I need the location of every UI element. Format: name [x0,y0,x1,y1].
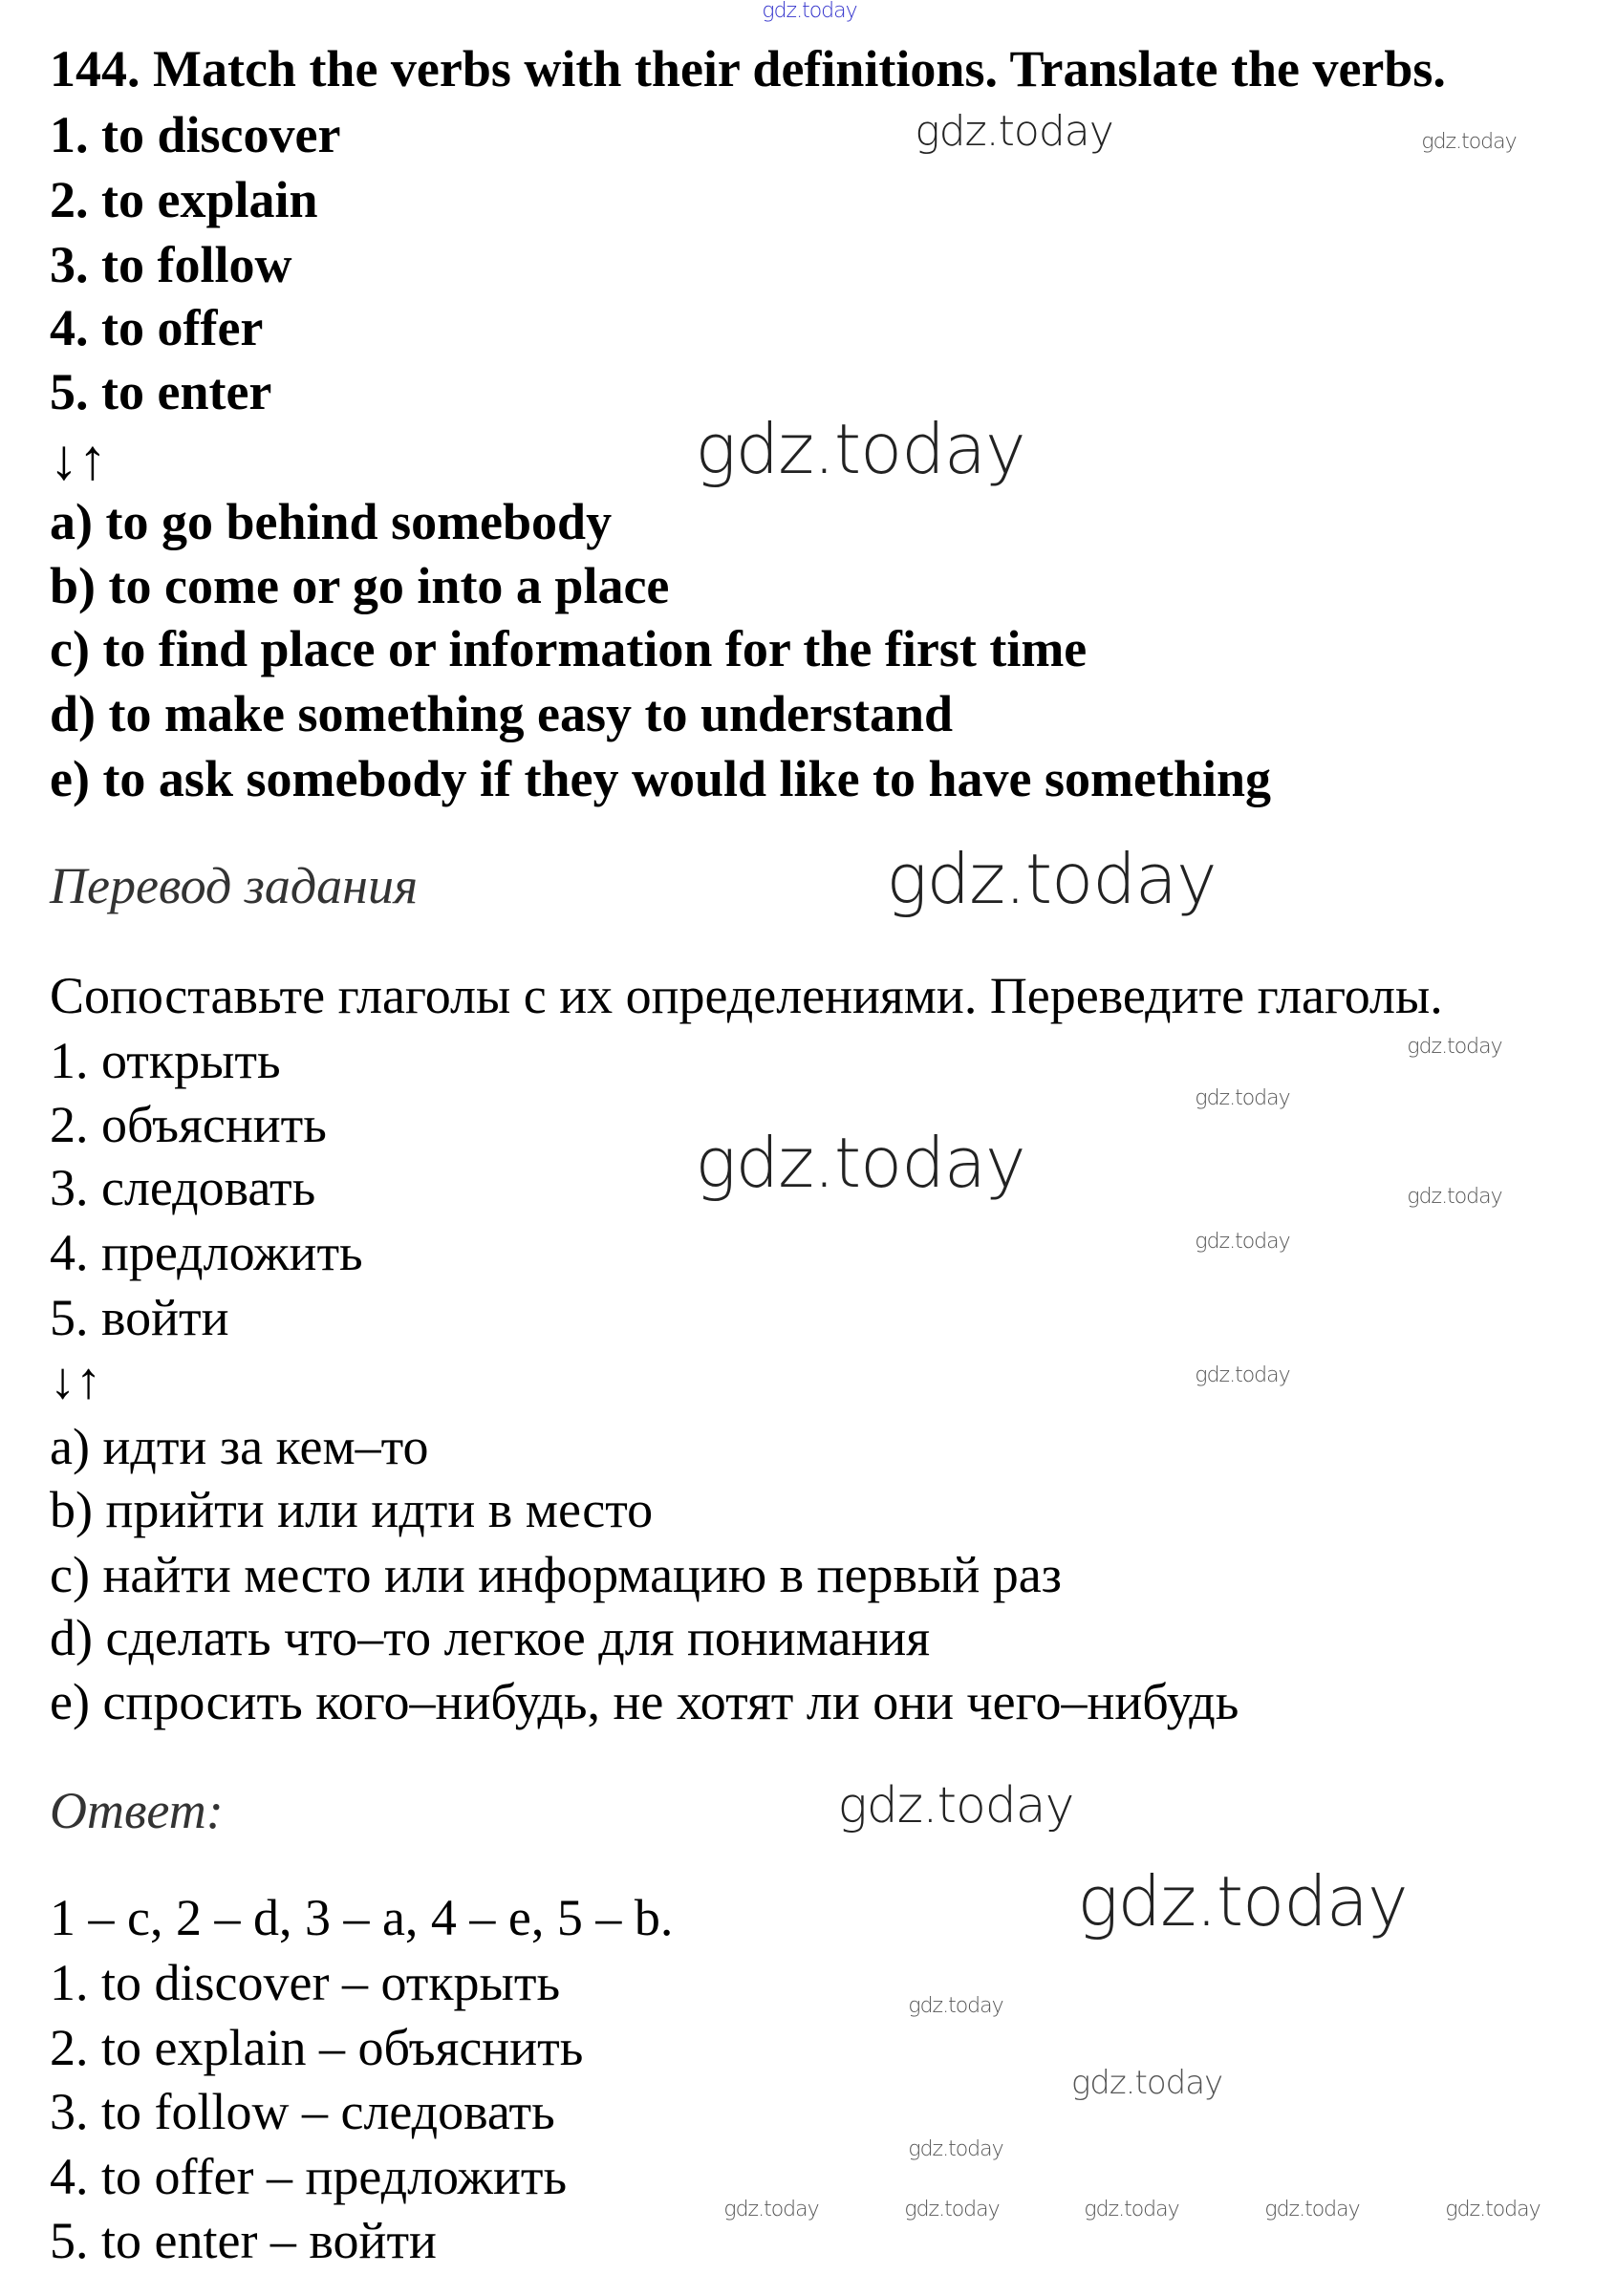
verb-item: 2. to explain [50,171,318,228]
definition-item: e) to ask somebody if they would like to have something [50,750,1272,807]
watermark: gdz.today [1407,1185,1502,1209]
watermark: gdz.today [1195,1086,1290,1110]
watermark: gdz.today [1195,1363,1290,1387]
watermark: gdz.today [1070,2064,1223,2102]
match-arrows: ↓↑ [50,1352,101,1409]
translated-verb: 4. предложить [50,1224,363,1281]
translated-verb: 3. следовать [50,1159,316,1216]
watermark: gdz.today [1195,1230,1290,1254]
watermark: gdz.today [1445,2198,1541,2221]
translation-heading: Перевод задания [50,857,419,914]
verb-item: 1. to discover [50,106,341,163]
verb-item: 5. to enter [50,363,272,420]
match-arrows: ↓↑ [50,428,107,491]
watermark: gdz.today [1421,130,1517,154]
task-title: 144. Match the verbs with their definitions. Translate the verbs. [50,40,1446,97]
answer-line: 5. to enter – войти [50,2212,437,2269]
watermark: gdz.today [908,2137,1003,2161]
watermark: gdz.today [1084,2198,1179,2221]
verb-item: 3. to follow [50,236,292,293]
watermark: gdz.today [1077,1861,1408,1942]
watermark: gdz.today [915,107,1113,156]
translated-definition: e) спросить кого–нибудь, не хотят ли они чего–нибудь [50,1673,1239,1730]
translated-definition: c) найти место или информацию в первый раз [50,1546,1063,1603]
translation-instruction: Сопоставьте глаголы с их определениями. Переведите глаголы. [50,967,1443,1024]
definition-item: a) to go behind somebody [50,493,613,550]
translated-verb: 2. объяснить [50,1096,327,1153]
answer-line: 1. to discover – открыть [50,1954,561,2011]
translated-verb: 5. войти [50,1289,229,1346]
definition-item: d) to make something easy to understand [50,685,954,742]
watermark: gdz.today [886,839,1217,919]
definition-item: c) to find place or information for the first time [50,620,1088,677]
answer-line: 4. to offer – предложить [50,2148,568,2205]
verb-item: 4. to offer [50,299,264,356]
translated-definition: a) идти за кем–то [50,1418,429,1475]
translated-definition: b) прийти или идти в место [50,1481,654,1538]
watermark: gdz.today [904,2198,1000,2221]
watermark: gdz.today [1407,1035,1502,1059]
definition-item: b) to come or go into a place [50,557,670,614]
watermark: gdz.today [723,2198,819,2221]
answer-key: 1 – c, 2 – d, 3 – a, 4 – e, 5 – b. [50,1889,674,1946]
answer-line: 3. to follow – следовать [50,2083,555,2140]
translated-definition: d) сделать что–то легкое для понимания [50,1609,931,1666]
watermark: gdz.today [762,0,857,23]
answer-line: 2. to explain – объяснить [50,2019,584,2076]
translated-verb: 1. открыть [50,1032,281,1089]
watermark: gdz.today [908,1994,1003,2018]
answer-heading: Ответ: [50,1782,224,1839]
watermark: gdz.today [1264,2198,1360,2221]
watermark: gdz.today [837,1777,1074,1835]
watermark: gdz.today [695,1123,1025,1203]
watermark: gdz.today [695,409,1025,489]
